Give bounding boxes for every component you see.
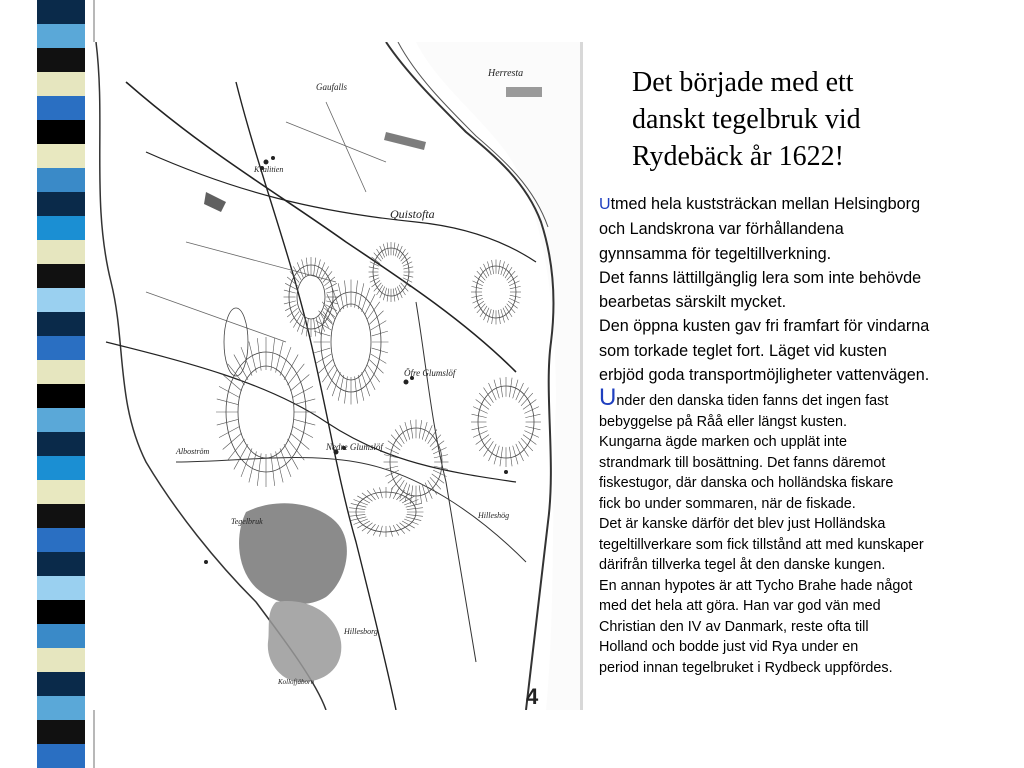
map-label: Hillesborg bbox=[344, 627, 378, 636]
hachure-stroke bbox=[489, 444, 497, 461]
hachure-stroke bbox=[425, 483, 432, 499]
hachure-stroke bbox=[314, 331, 330, 336]
decorative-stripe-bar bbox=[37, 0, 85, 768]
paragraph-line: Det fanns lättillgänglig lera som inte behövde bbox=[599, 268, 922, 287]
hachure-stroke bbox=[479, 393, 491, 406]
paragraph-line: gynnsamma för tegeltillverkning. bbox=[599, 244, 832, 263]
hachure-stroke bbox=[369, 311, 383, 325]
hachure-stroke bbox=[372, 348, 388, 353]
hachure-stroke bbox=[399, 523, 410, 531]
hachure-stroke bbox=[387, 289, 389, 302]
hachure-stroke bbox=[362, 493, 373, 501]
stripe-segment bbox=[37, 480, 85, 504]
hachure-stroke bbox=[362, 372, 370, 396]
paragraph-line: Holland och bodde just vid Rya under en bbox=[599, 639, 859, 656]
hachure-stroke bbox=[410, 420, 412, 438]
hachure-stroke bbox=[306, 258, 308, 275]
hachure-stroke bbox=[384, 466, 398, 469]
hachure-stroke bbox=[479, 438, 491, 451]
hachure-stroke bbox=[523, 435, 536, 445]
paragraph-line: bebyggelse på Råå eller längst kusten. bbox=[599, 413, 847, 430]
hachure-stroke bbox=[369, 360, 383, 374]
stripe-segment bbox=[37, 408, 85, 432]
hachure-stroke bbox=[419, 485, 421, 503]
hachure-stroke bbox=[407, 508, 423, 510]
hachure-stroke bbox=[492, 310, 494, 324]
map-drawing bbox=[86, 42, 580, 710]
paragraph-line: med det hela att göra. Han var god vän med bbox=[599, 598, 881, 615]
stripe-segment bbox=[37, 648, 85, 672]
hachure-stroke bbox=[425, 425, 432, 441]
hachure-stroke bbox=[287, 364, 304, 385]
stripe-segment bbox=[37, 576, 85, 600]
initial-letter: U bbox=[599, 384, 617, 412]
hachure-stroke bbox=[516, 444, 524, 461]
paragraph-coast-conditions bbox=[599, 192, 1019, 387]
hachure-stroke bbox=[390, 526, 393, 537]
first-line-text: tmed hela kuststräckan mellan Helsingborg bbox=[610, 195, 921, 213]
stripe-segment bbox=[37, 456, 85, 480]
paragraph-line: erbjöd goda transportmöjligheter vattenvägen. bbox=[599, 366, 930, 385]
stripe-segment bbox=[37, 264, 85, 288]
hachure-stroke bbox=[471, 286, 482, 288]
slide-body bbox=[599, 192, 1019, 678]
hachure-stroke bbox=[314, 348, 330, 353]
stripe-segment bbox=[37, 96, 85, 120]
hachure-stroke bbox=[516, 383, 524, 400]
stripe-segment bbox=[37, 600, 85, 624]
hachure-stroke bbox=[500, 447, 503, 466]
map-label: Öfre Glumslöf bbox=[404, 368, 456, 378]
hachure-stroke bbox=[472, 426, 487, 429]
hachure-stroke bbox=[393, 242, 395, 255]
paragraph-line: och Landskrona var förhållandena bbox=[599, 220, 844, 239]
paragraph-line: därifrån tillverka tegel åt den danske kungen. bbox=[599, 557, 886, 574]
hachure-stroke bbox=[509, 447, 512, 466]
map-page-number: 4 bbox=[526, 684, 539, 709]
hachure-stroke bbox=[290, 433, 309, 450]
hachure-stroke bbox=[284, 290, 296, 293]
hachure-stroke bbox=[364, 294, 375, 315]
hachure-stroke bbox=[407, 514, 423, 516]
hachure-stroke bbox=[510, 286, 521, 288]
hachure-stroke bbox=[484, 388, 494, 403]
hachure-stroke bbox=[510, 295, 521, 297]
hachure-stroke bbox=[519, 388, 529, 403]
stripe-segment bbox=[37, 120, 85, 144]
hachure-stroke bbox=[489, 383, 497, 400]
map-label: Alboström bbox=[176, 447, 210, 456]
hachure-stroke bbox=[287, 308, 297, 317]
hachure-stroke bbox=[314, 258, 316, 275]
hachure-stroke bbox=[327, 369, 338, 390]
hachure-stroke bbox=[399, 493, 410, 501]
hachure-stroke bbox=[523, 400, 536, 410]
stripe-segment bbox=[37, 336, 85, 360]
hachure-stroke bbox=[326, 290, 338, 293]
hachure-stroke bbox=[430, 435, 441, 447]
paragraph-line: period innan tegelbruket i Rydbeck uppfördes. bbox=[599, 659, 893, 676]
stripe-segment bbox=[37, 432, 85, 456]
stripe-segment bbox=[37, 360, 85, 384]
hachure-stroke bbox=[349, 514, 365, 516]
hachure-stroke bbox=[284, 301, 296, 304]
paragraph-line: strandmark till bosättning. Det fanns däremot bbox=[599, 454, 886, 471]
hachure-stroke bbox=[234, 444, 248, 469]
hachure-stroke bbox=[525, 426, 540, 429]
hachure-stroke bbox=[344, 376, 347, 403]
hachure-stroke bbox=[349, 508, 365, 510]
hachure-stroke bbox=[314, 319, 316, 336]
stripe-segment bbox=[37, 720, 85, 744]
hachure-stroke bbox=[476, 400, 489, 410]
hachure-stroke bbox=[476, 435, 489, 445]
hachure-stroke bbox=[287, 277, 297, 286]
hachure-stroke bbox=[432, 474, 444, 483]
paragraph-first-line bbox=[599, 384, 1019, 412]
paragraph-line: Christian den IV av Danmark, reste ofta till bbox=[599, 618, 869, 635]
stripe-segment bbox=[37, 552, 85, 576]
hachure-stroke bbox=[362, 288, 370, 312]
hachure-stroke bbox=[393, 289, 395, 302]
hachure-stroke bbox=[290, 375, 309, 392]
paragraph-line: som torkade teglet fort. Läget vid kusten bbox=[599, 341, 887, 360]
hachure-stroke bbox=[294, 399, 316, 405]
hachure-stroke bbox=[498, 310, 500, 324]
hachure-stroke bbox=[472, 414, 487, 417]
hachure-stroke bbox=[498, 260, 500, 274]
stripe-segment bbox=[37, 240, 85, 264]
hachure-stroke bbox=[509, 378, 512, 397]
stripe-segment bbox=[37, 744, 85, 768]
hachure-stroke bbox=[500, 378, 503, 397]
title-line: Rydebäck år 1622! bbox=[632, 141, 844, 172]
stripe-segment bbox=[37, 672, 85, 696]
stripe-segment bbox=[37, 24, 85, 48]
hachure-stroke bbox=[391, 435, 402, 447]
hachure-stroke bbox=[428, 480, 437, 494]
hachure-stroke bbox=[223, 433, 242, 450]
hachure-stroke bbox=[432, 441, 444, 450]
hachure-stroke bbox=[388, 474, 400, 483]
stripe-segment bbox=[37, 216, 85, 240]
hachure-stroke bbox=[379, 487, 382, 498]
map-label: Quistofta bbox=[390, 207, 435, 221]
hachure-stroke bbox=[387, 242, 389, 255]
hachure-stroke bbox=[319, 360, 333, 374]
hachure-stroke bbox=[241, 347, 252, 376]
hachure-stroke bbox=[372, 331, 388, 336]
hachure-stroke bbox=[271, 338, 275, 370]
hachure-stroke bbox=[217, 399, 239, 405]
hachure-stroke bbox=[228, 364, 245, 385]
hachure-stroke bbox=[287, 439, 304, 460]
hachure-stroke bbox=[400, 425, 407, 441]
paragraph-line: Kungarna ägde marken och upplät inte bbox=[599, 434, 848, 451]
stripe-segment bbox=[37, 168, 85, 192]
title-line: Det började med ett bbox=[632, 67, 854, 98]
map-label: Gaufalls bbox=[316, 82, 348, 92]
paragraph-line: fick bo under sommaren, när de fiskade. bbox=[599, 495, 856, 512]
hachure-stroke bbox=[294, 419, 316, 425]
paragraph-line: Det är kanske därför det blev just Holländska bbox=[599, 516, 886, 533]
paragraph-line: bearbetas särskilt mycket. bbox=[599, 293, 787, 312]
map-label: Kvalitien bbox=[254, 165, 284, 174]
hachure-stroke bbox=[344, 280, 347, 307]
stripe-segment bbox=[37, 288, 85, 312]
hachure-stroke bbox=[519, 441, 529, 456]
stripe-segment bbox=[37, 0, 85, 24]
hachure-stroke bbox=[525, 414, 540, 417]
stripe-segment bbox=[37, 48, 85, 72]
stripe-segment bbox=[37, 624, 85, 648]
hachure-stroke bbox=[471, 295, 482, 297]
hachure-stroke bbox=[217, 419, 239, 425]
paragraph-line: En annan hypotes är att Tycho Brahe hade något bbox=[599, 577, 913, 594]
map-label: Tegelbruk bbox=[231, 517, 263, 526]
hachure-stroke bbox=[419, 420, 421, 438]
map-label: Kollofjäborn bbox=[278, 678, 315, 686]
map-label: Hilleshög bbox=[478, 511, 510, 520]
hachure-stroke bbox=[290, 311, 299, 322]
hachure-stroke bbox=[322, 364, 335, 382]
hachure-stroke bbox=[228, 439, 245, 460]
stripe-segment bbox=[37, 312, 85, 336]
hachure-stroke bbox=[428, 429, 437, 443]
initial-letter: U bbox=[599, 196, 611, 213]
paragraph-line: fiskestugor, där danska och holländska fiskare bbox=[599, 475, 894, 492]
hachure-stroke bbox=[521, 393, 533, 406]
stripe-segment bbox=[37, 528, 85, 552]
paragraph-line: Den öppna kusten gav fri framfart för vindarna bbox=[599, 317, 930, 336]
hachure-stroke bbox=[492, 260, 494, 274]
hachure-stroke bbox=[388, 441, 400, 450]
hachure-stroke bbox=[484, 441, 494, 456]
stripe-segment bbox=[37, 504, 85, 528]
paragraph-danish-era bbox=[599, 384, 1019, 678]
map-label: Herresta bbox=[488, 68, 524, 79]
stripe-segment bbox=[37, 696, 85, 720]
hachure-stroke bbox=[280, 448, 291, 477]
stripe-segment bbox=[37, 144, 85, 168]
hachure-stroke bbox=[280, 347, 291, 376]
stripe-segment bbox=[37, 192, 85, 216]
hachure-stroke bbox=[332, 372, 340, 396]
hachure-stroke bbox=[284, 355, 298, 380]
hachure-stroke bbox=[521, 438, 533, 451]
hachure-stroke bbox=[284, 444, 298, 469]
title-line: danskt tegelbruk vid bbox=[632, 104, 861, 135]
hachure-stroke bbox=[367, 364, 380, 382]
paragraph-first-line bbox=[599, 192, 1019, 217]
hachure-stroke bbox=[324, 308, 334, 317]
hachure-stroke bbox=[355, 376, 358, 403]
hachure-stroke bbox=[395, 429, 404, 443]
historical-map-image bbox=[86, 42, 583, 710]
hachure-stroke bbox=[241, 448, 252, 477]
hachure-stroke bbox=[257, 338, 261, 370]
hachure-stroke bbox=[379, 526, 382, 537]
first-line-text: nder den danska tiden fanns det ingen fast bbox=[616, 393, 889, 410]
hachure-stroke bbox=[364, 369, 375, 390]
hachure-stroke bbox=[434, 455, 448, 458]
hachure-stroke bbox=[367, 302, 380, 320]
stripe-segment bbox=[37, 384, 85, 408]
hachure-stroke bbox=[362, 523, 373, 531]
hachure-stroke bbox=[430, 477, 441, 489]
map-label: Nedre Glumslöf bbox=[326, 442, 383, 452]
stripe-segment bbox=[37, 72, 85, 96]
paragraph-line: tegeltillverkare som fick tillstånd att med kunskaper bbox=[599, 536, 924, 553]
slide-title bbox=[632, 64, 1012, 175]
hachure-stroke bbox=[355, 280, 358, 307]
